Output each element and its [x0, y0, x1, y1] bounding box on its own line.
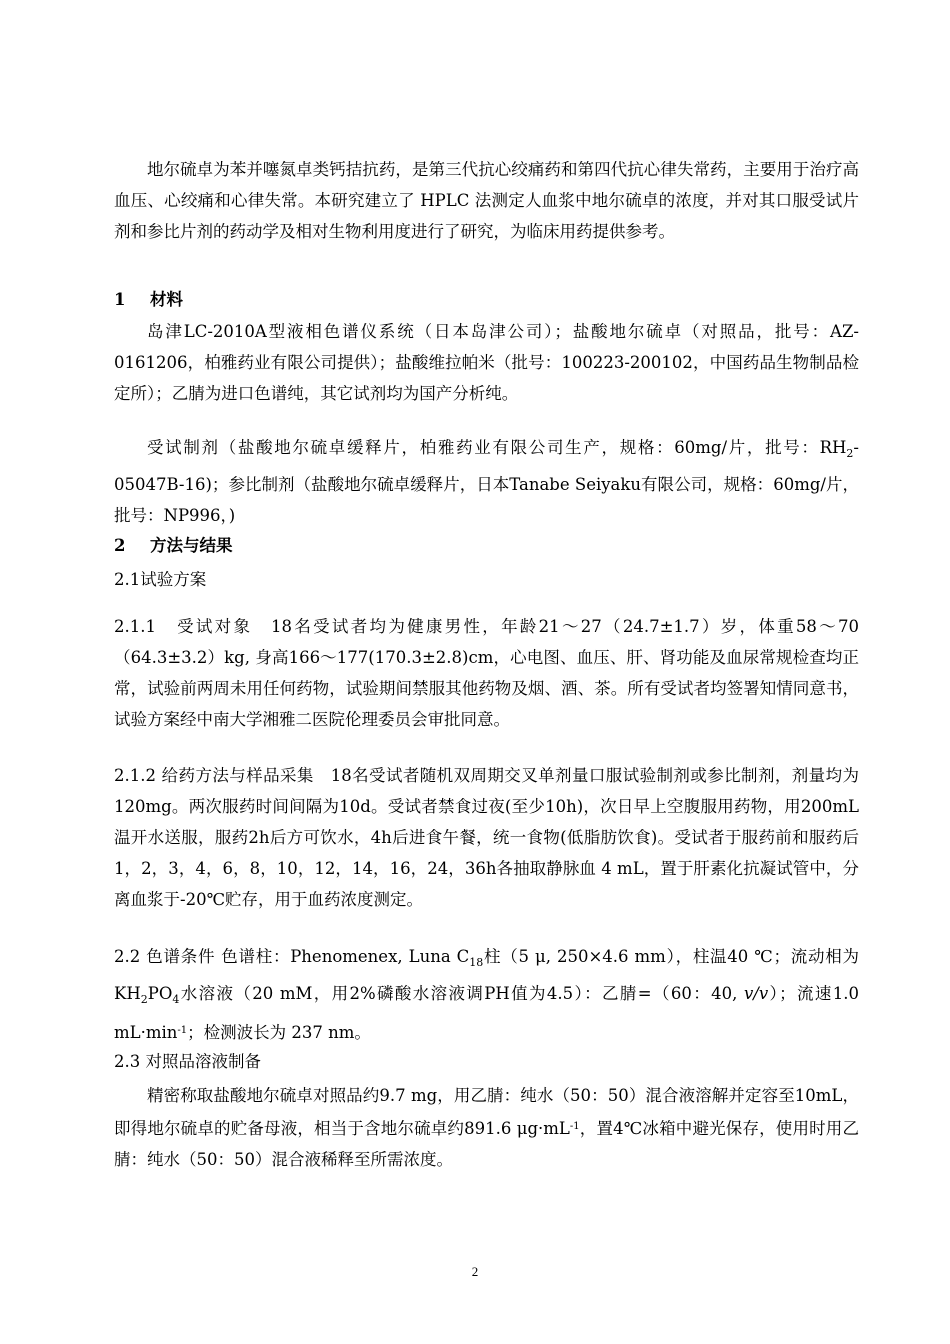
materials-paragraph-2: [114, 432, 859, 531]
section-1-title: 材料: [150, 290, 183, 309]
subsection-2-3-heading: 2.3 对照品溶液制备: [114, 1052, 261, 1071]
section-2-number: 2: [114, 536, 126, 555]
section-1-heading: [114, 284, 183, 315]
subsection-2-3-paragraph: [114, 1080, 859, 1175]
chrom-text-e: ）；流速1.0 mL·min: [114, 984, 859, 1042]
chrom-text-a: 2.2 色谱条件 色谱柱：Phenomenex, Luna C: [114, 947, 470, 966]
chrom-sup: -1: [177, 1025, 188, 1036]
subsection-2-1-2-paragraph: 2.1.2 给药方法与样品采集 18名受试者随机双周期交叉单剂量口服试验制剂或参比制剂，剂量均为120mg。两次服药时间间隔为10d。受试者禁食过夜(至少10h)，次日早上空腹服用药物，用200mL温开水送服，服药2h后方可饮水，4h后进食午餐，统一食物(低脂肪饮食)。受试者于服药前和服药后1，2，3，4，6，8，10，12，14，16，24，36h各抽取静脉血 4 mL，置于肝素化抗凝试管中，分离血浆于-20℃贮存，用于血药浓度测定。: [114, 766, 859, 909]
chrom-sub-2: 2: [140, 993, 148, 1006]
chrom-sub-4: 4: [172, 993, 180, 1006]
section-2-title: 方法与结果: [150, 536, 233, 555]
subsection-2-1-heading: 2.1试验方案: [114, 570, 207, 589]
subsection-2-2-paragraph: [114, 941, 859, 1048]
chrom-text-b: 柱（5 μ, 250×4.6 mm），柱温40 ℃；流动相为KH: [114, 947, 859, 1003]
chrom-text-f: ；检测波长为 237 nm。: [187, 1023, 371, 1042]
stock-text-b: ，置4℃冰箱中避光保存，使用时用乙腈：纯水（50：50）混合液稀释至所需浓度。: [114, 1119, 859, 1169]
section-1-number: 1: [114, 290, 126, 309]
materials-paragraph-1: 岛津LC-2010A型液相色谱仪系统（日本岛津公司）；盐酸地尔硫卓（对照品，批号：AZ-0161206，柏雅药业有限公司提供）；盐酸维拉帕米（批号：100223-200102，中国药品生物制品检定所）；乙腈为进口色谱纯，其它试剂均为国产分析纯。: [114, 322, 859, 403]
page-number: 2: [471, 1264, 479, 1279]
chrom-text-c: PO: [147, 984, 173, 1003]
chrom-sub-18: 18: [469, 956, 484, 969]
materials-text-b: -05047B-16)；参比制剂（盐酸地尔硫卓缓释片，日本Tanabe Seiyaku有限公司，规格：60mg/片，批号：NP996，): [114, 438, 859, 525]
materials-subscript: 2: [846, 447, 854, 460]
subsection-2-1-1-paragraph: 2.1.1 受试对象 18名受试者均为健康男性，年龄21～27（24.7±1.7）岁，体重58～70（64.3±3.2）kg, 身高166～177(170.3±2.8)cm，心电图、血压、肝、肾功能及血尿常规检查均正常，试验前两周未用任何药物，试验期间禁服其他药物及烟、酒、茶。所有受试者均签署知情同意书，试验方案经中南大学湘雅二医院伦理委员会审批同意。: [114, 617, 859, 729]
intro-paragraph: 地尔硫卓为苯并噻氮卓类钙拮抗药，是第三代抗心绞痛药和第四代抗心律失常药，主要用于治疗高血压、心绞痛和心律失常。本研究建立了 HPLC 法测定人血浆中地尔硫卓的浓度，并对其口服受试片剂和参比片剂的药动学及相对生物利用度进行了研究，为临床用药提供参考。: [114, 160, 859, 241]
materials-text-a: 受试制剂（盐酸地尔硫卓缓释片，柏雅药业有限公司生产，规格：60mg/片，批号：RH: [147, 438, 847, 457]
chrom-italic-vv: v/v: [743, 984, 769, 1003]
chrom-text-d: 水溶液（20 mM，用2%磷酸水溶液调PH值为4.5）：乙腈=（60：40,: [179, 984, 744, 1003]
stock-sup: -1: [569, 1121, 580, 1132]
section-2-heading: [114, 530, 233, 561]
stock-text-a: 精密称取盐酸地尔硫卓对照品约9.7 mg，用乙腈：纯水（50：50）混合液溶解并定容至10mL，即得地尔硫卓的贮备母液，相当于含地尔硫卓约891.6 μg·mL: [114, 1086, 859, 1138]
